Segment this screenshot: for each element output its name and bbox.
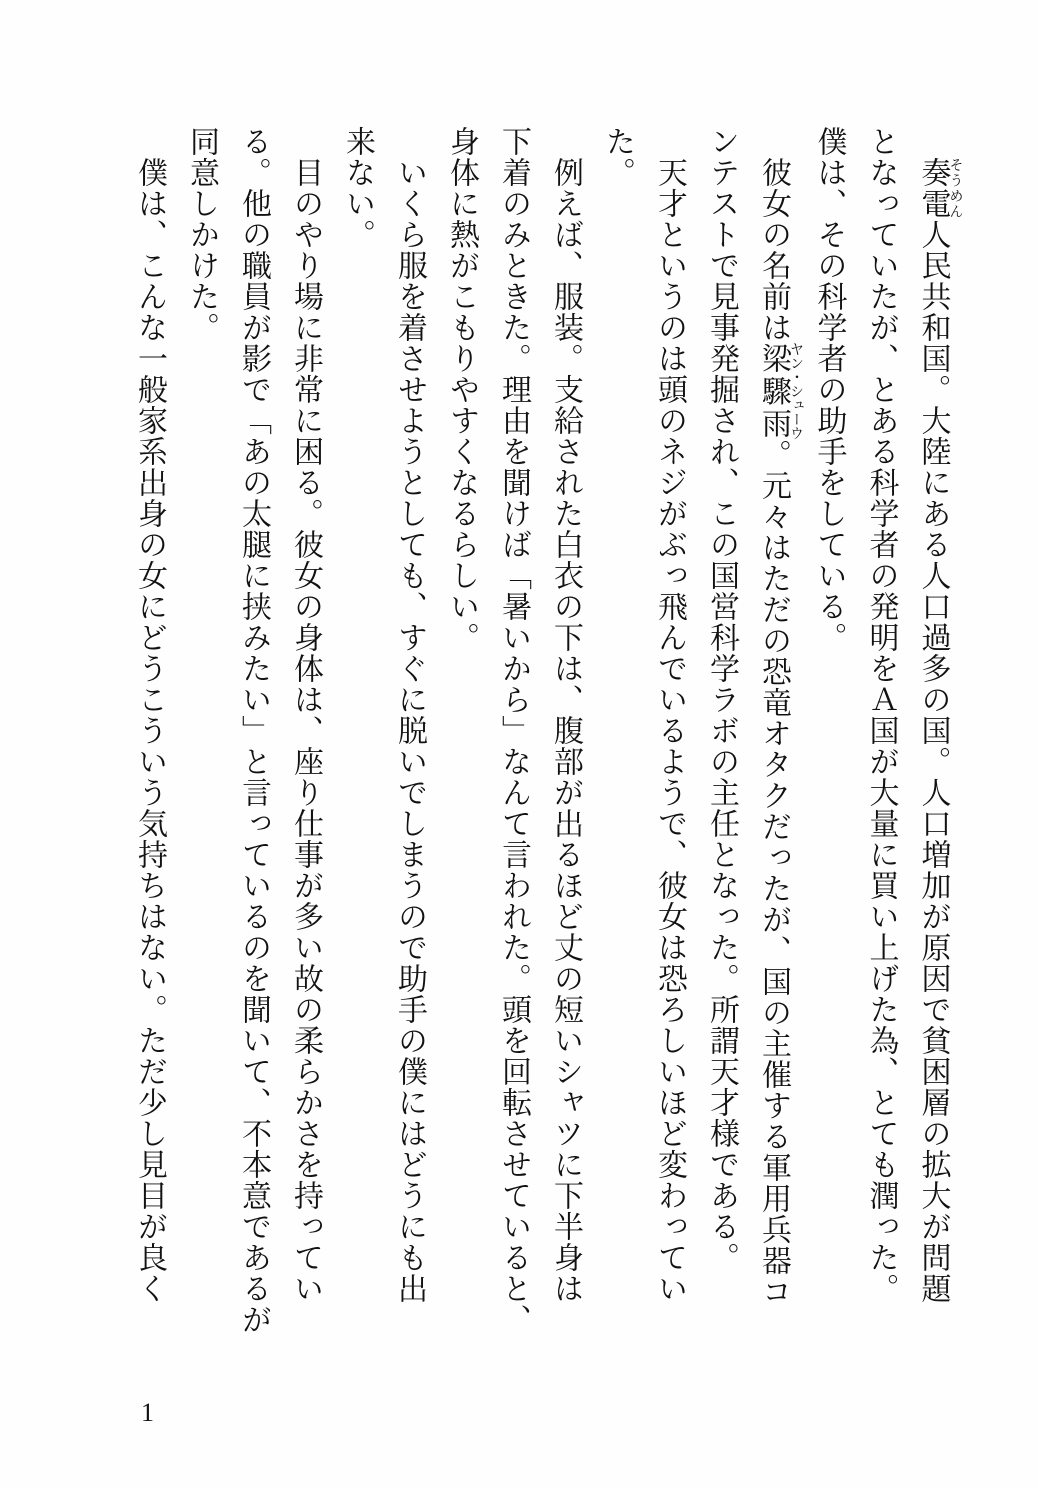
text-line-4: [747, 126, 803, 1361]
vertical-text-block: [124, 126, 962, 1361]
text-line-1: [907, 126, 963, 1361]
line-text: となっていたが、とある科学者の発明をＡ国が大量に買い上げた為、とても潤った。: [864, 126, 898, 1304]
text-line-9: [487, 126, 539, 1361]
text-line-12: [331, 126, 383, 1361]
ruby-base: 梁驟雨: [757, 342, 790, 441]
text-line-5: [695, 126, 747, 1361]
text-line-15: [175, 126, 227, 1361]
ruby-base: 奏電: [916, 157, 950, 219]
text-line-11: [383, 126, 435, 1361]
text-line-16: [123, 126, 175, 1361]
text-line-10: [435, 126, 487, 1361]
line-text: 下着のみときた。理由を聞けば「暑いから」なんて言われた。頭を回転させていると、: [497, 126, 530, 1335]
line-text: 僕は、その科学者の助手をしている。: [812, 126, 846, 653]
furigana: ヤン・シューウ: [788, 342, 803, 441]
text-line-14: [227, 126, 279, 1361]
line-text: 彼女の名前は: [757, 126, 790, 343]
line-text: 来ない。: [341, 126, 374, 250]
line-text: る。他の職員が影で「あの太腿に挟みたい」と言っているのを聞いて、不本意であるが: [237, 126, 270, 1335]
text-line-3: [803, 126, 855, 1361]
line-text: た。: [601, 126, 634, 188]
text-line-2: [855, 126, 907, 1361]
line-text: 。元々はただの恐竜オタクだったが、国の主催する軍用兵器コ: [757, 439, 790, 1308]
line-text: 例えば、服装。支給された白衣の下は、腹部が出るほど丈の短いシャツに下半身は: [549, 126, 582, 1304]
line-text: 僕は、こんな一般家系出身の女にどうこういう気持ちはない。ただ少し見目が良く: [133, 126, 166, 1304]
text-line-13: [279, 126, 331, 1361]
page-number: 1: [141, 1398, 154, 1427]
ruby-character-name: [757, 342, 803, 441]
line-text: 天才というのは頭のネジがぶっ飛んでいるようで、彼女は恐ろしいほど変わってい: [653, 126, 686, 1304]
text-line-8: [539, 126, 591, 1361]
furigana: そうめん: [947, 157, 963, 219]
line-text: いくら服を着させようとしても、すぐに脱いでしまうので助手の僕にはどうにも出: [393, 126, 426, 1304]
ruby-country-name: [916, 157, 963, 219]
line-text: 同意しかけた。: [185, 126, 218, 343]
line-text: 目のやり場に非常に困る。彼女の身体は、座り仕事が多い故の柔らかさを持ってい: [289, 126, 322, 1304]
line-text: 人民共和国。大陸にある人口過多の国。人口増加が原因で貧困層の拡大が問題: [916, 219, 950, 1304]
line-text: 身体に熱がこもりやすくなるらしい。: [445, 126, 478, 653]
text-line-6: [643, 126, 695, 1361]
line-text: ンテストで見事発掘され、この国営科学ラボの主任となった。所謂天才様である。: [705, 126, 738, 1273]
text-line-7: [591, 126, 643, 1361]
line-indent: [917, 126, 950, 157]
